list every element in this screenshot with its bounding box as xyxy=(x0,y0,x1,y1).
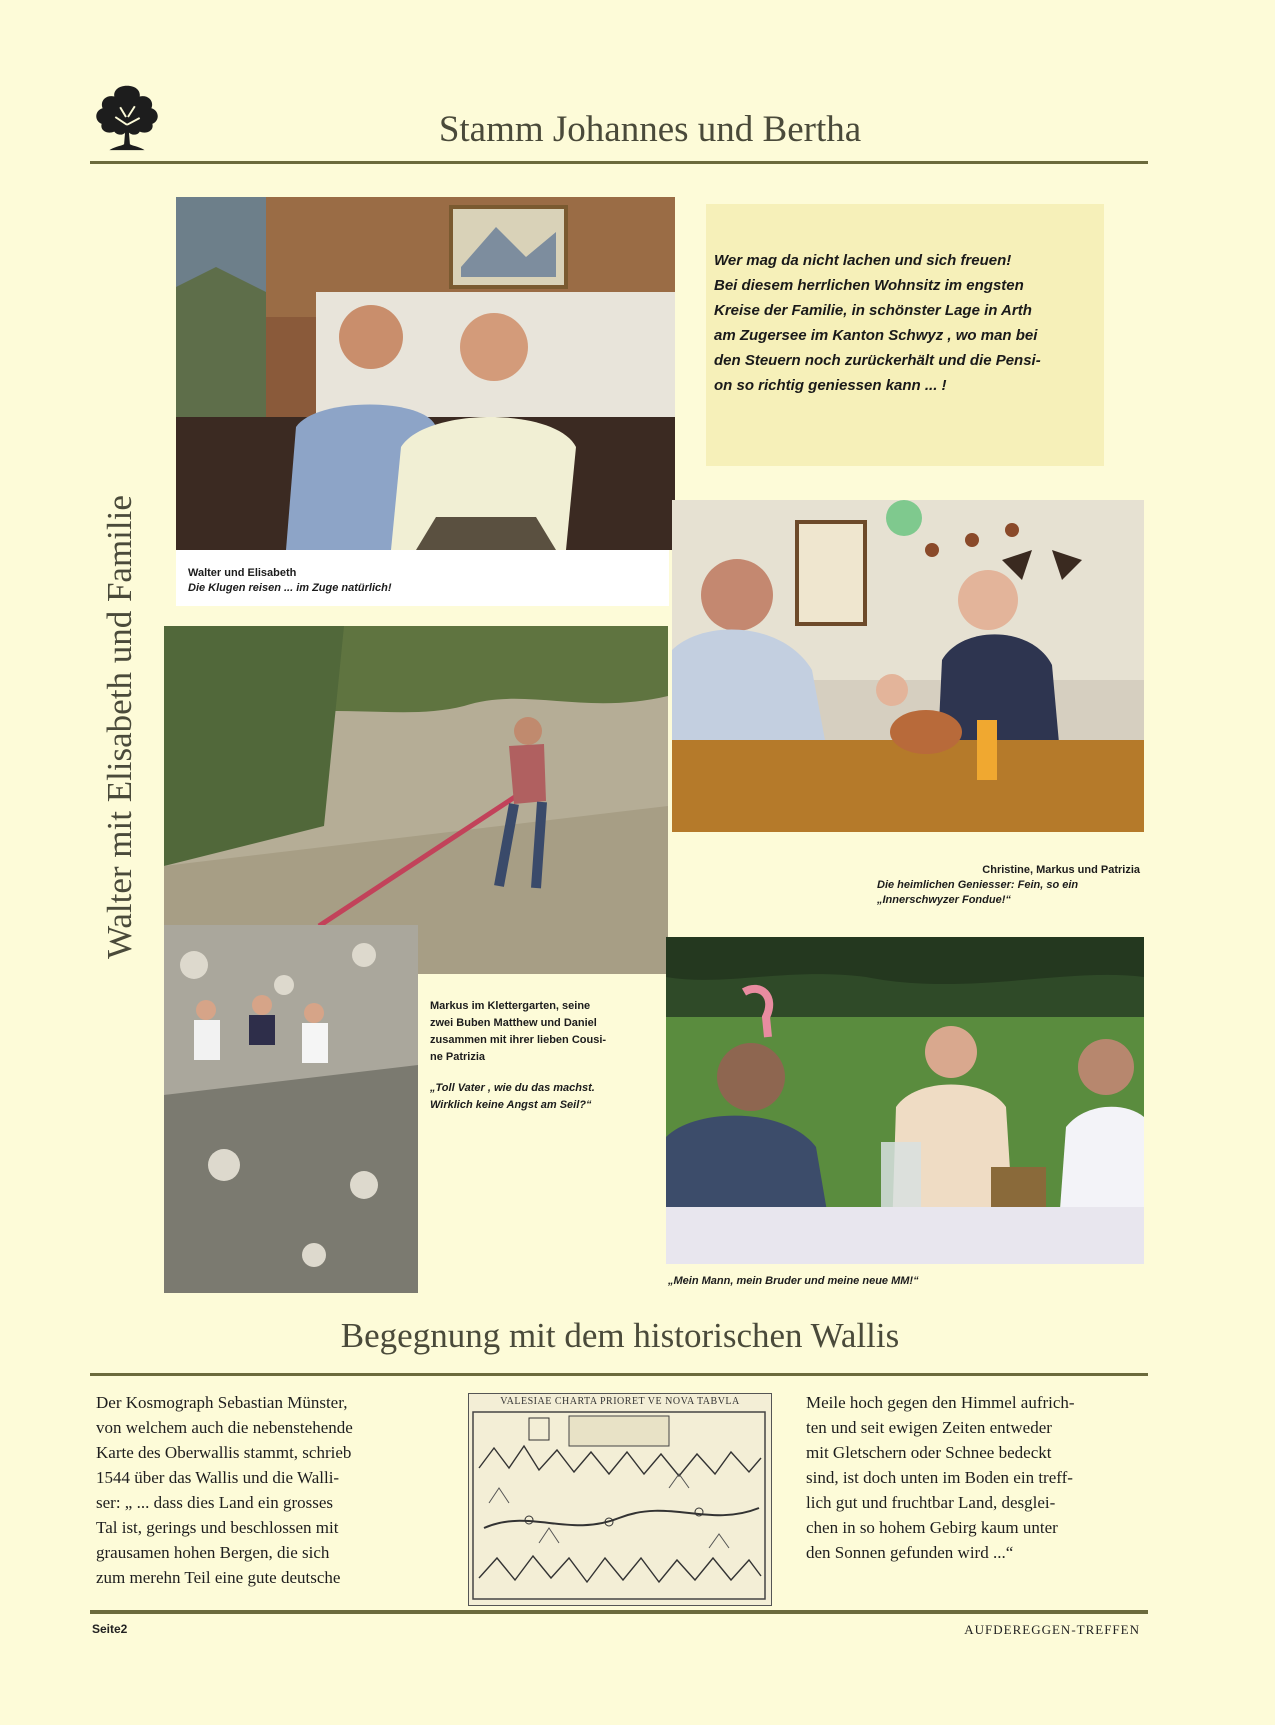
caption-garden xyxy=(668,1274,1068,1289)
section-left-text xyxy=(96,1390,436,1590)
map-title: VALESIAE CHARTA PRIORET VE NOVA TABVLA xyxy=(500,1396,740,1407)
caption-walter xyxy=(188,566,608,596)
text-line: ser: „ ... dass dies Land ein grosses xyxy=(96,1493,334,1512)
caption-line: zwei Buben Matthew und Daniel xyxy=(430,1017,597,1029)
caption-markus xyxy=(430,998,640,1114)
text-line: von welchem auch die nebenstehende xyxy=(96,1418,353,1437)
tree-logo xyxy=(88,78,166,156)
text-line: Meile hoch gegen den Himmel aufrich- xyxy=(806,1393,1075,1412)
photo-garden xyxy=(666,937,1144,1264)
footer-publication: AUFDEREGGEN-TREFFEN xyxy=(964,1622,1140,1637)
section-right-text xyxy=(806,1390,1146,1565)
quote-line: Wer mag da nicht lachen und sich freuen! xyxy=(714,252,1012,269)
header-rule xyxy=(90,161,1148,164)
caption-christine xyxy=(820,863,1140,908)
caption-line: ne Patrizia xyxy=(430,1051,486,1063)
text-line: Der Kosmograph Sebastian Münster, xyxy=(96,1393,348,1412)
caption-quote: „Toll Vater , wie du das machst. xyxy=(430,1082,595,1094)
caption-quote: Die Klugen reisen ... im Zuge natürlich! xyxy=(188,582,392,594)
text-line: Tal ist, gerings und beschlossen mit xyxy=(96,1518,339,1537)
text-line: grausamen hohen Bergen, die sich xyxy=(96,1543,330,1562)
vertical-title: Walter mit Elisabeth und Familie xyxy=(100,495,139,959)
caption-quote: „Mein Mann, mein Bruder und meine neue MM!“ xyxy=(668,1275,919,1287)
text-line: mit Gletschern oder Schnee bedeckt xyxy=(806,1443,1052,1462)
photo-fondue xyxy=(672,500,1144,832)
caption-line: Markus im Klettergarten, seine xyxy=(430,1000,591,1012)
caption-line: zusammen mit ihrer lieben Cousi- xyxy=(430,1034,607,1046)
quote-line: Bei diesem herrlichen Wohnsitz im engsten xyxy=(714,277,1024,294)
quote-line: den Steuern noch zurückerhält und die Pensi- xyxy=(714,352,1041,369)
quote-text xyxy=(714,248,1104,398)
footer-rule xyxy=(90,1610,1148,1614)
photo-climbing xyxy=(164,626,668,974)
quote-line: Kreise der Familie, in schönster Lage in Arth xyxy=(714,302,1032,319)
caption-names: Walter und Elisabeth xyxy=(188,567,297,579)
caption-quote: „Innerschwyzer Fondue!“ xyxy=(877,894,1011,906)
quote-line: on so richtig geniessen kann ... ! xyxy=(714,377,947,394)
section-rule xyxy=(90,1373,1148,1376)
caption-quote: Wirklich keine Angst am Seil?“ xyxy=(430,1099,592,1111)
historical-map xyxy=(468,1393,772,1606)
text-line: zum merehn Teil eine gute deutsche xyxy=(96,1568,341,1587)
photo-kids xyxy=(164,925,418,1293)
text-line: chen in so hohem Gebirg kaum unter xyxy=(806,1518,1058,1537)
photo-train xyxy=(176,197,675,550)
text-line: ten und seit ewigen Zeiten entweder xyxy=(806,1418,1052,1437)
section-title: Begegnung mit dem historischen Wallis xyxy=(340,1316,900,1355)
quote-line: am Zugersee im Kanton Schwyz , wo man bei xyxy=(714,327,1038,344)
caption-names: Christine, Markus und Patrizia xyxy=(982,864,1140,876)
text-line: 1544 über das Wallis und die Walli- xyxy=(96,1468,340,1487)
text-line: den Sonnen gefunden wird ...“ xyxy=(806,1543,1014,1562)
tree-icon xyxy=(88,78,166,156)
page-title: Stamm Johannes und Bertha xyxy=(438,109,862,150)
text-line: sind, ist doch unten im Boden ein treff- xyxy=(806,1468,1073,1487)
caption-quote: Die heimlichen Geniesser: Fein, so ein xyxy=(877,879,1079,891)
text-line: Karte des Oberwallis stammt, schrieb xyxy=(96,1443,352,1462)
footer-page-number: Seite2 xyxy=(92,1622,128,1636)
map-drawing xyxy=(469,1408,769,1603)
text-line: lich gut und fruchtbar Land, desglei- xyxy=(806,1493,1056,1512)
